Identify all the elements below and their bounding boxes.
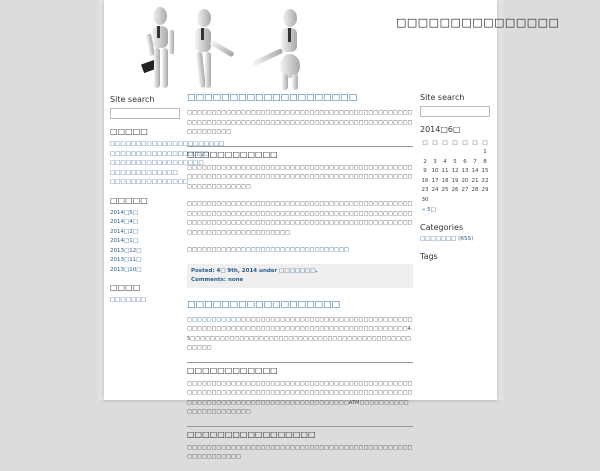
calendar-day (450, 195, 460, 205)
calendar-day (440, 148, 450, 158)
calendar-day: 7 (473, 158, 477, 165)
post-paragraph: □□□□□□□□□□□□□□□□□□□□□□□□□□□□□□□□□□□□□□□□□□□□□□□□□□□□□□□□□□□□□□□□□□□□□□□□□□□□□□□□□□□□□□□□□□□□□□□□□□□□□□□□□□□□□□□□□□□□□□□□□□□□□□□□□□□□□□□□□□□□□□□□□□□□□□□□□□□□□□□ (187, 201, 413, 236)
calendar-day (460, 195, 470, 205)
post-paragraph: □□□□□□□□□□□□□□□□□□□□□□□□□□□□□□□□□□□□□□□□□□□□□□□□□□□□□□□□□ (187, 444, 413, 460)
calendar-day: 15 (481, 168, 489, 175)
calendar-day (450, 148, 460, 158)
calendar-day: 21 (471, 177, 479, 184)
link-prefix: □□□□□□□□□ (187, 247, 232, 253)
left-search-input[interactable] (110, 108, 180, 119)
post-inline-link[interactable]: □□□□□□□□□□□ (187, 316, 241, 323)
calendar-day: 18 (441, 177, 449, 184)
weekday: □ (422, 139, 428, 146)
meta-category-link[interactable]: □□□□□□□. (279, 267, 318, 274)
calendar-day: 30 (421, 196, 429, 203)
archive-link[interactable]: 2014□4□ (110, 219, 138, 225)
calendar-day: 2 (423, 158, 427, 165)
weekday: □ (482, 139, 488, 146)
calendar-day: 12 (451, 168, 459, 175)
calendar-title: 2014□6□ (420, 125, 461, 134)
weekday: □ (452, 139, 458, 146)
categories-heading-left: □□□□ (110, 283, 141, 292)
category-rss-link[interactable]: (RSS) (458, 235, 474, 242)
recent-posts-list (110, 140, 225, 188)
site-title[interactable]: □□□□□□□□□□□□□□□ (396, 16, 560, 29)
post-link-line (187, 246, 413, 256)
post-subheading: □□□□□□□□□□□□ (187, 362, 413, 375)
calendar-day (430, 148, 440, 158)
left-search-heading: Site search (110, 95, 155, 104)
post-text: □□□□□□□□□□□□□□□□□□□□□□□□□□□□□□□□□□□□□□□□□□□□□□□□□□□□□□□□□□□□□□□□□□□□□□□□□□□□□□□□4.5□□□□□□□□□□□□□□□□□□□□□□□□□□□□□□□□□□□□□□□□□□□□□□□□□□ (187, 316, 413, 351)
calendar-day (460, 148, 470, 158)
calendar-day (480, 195, 490, 205)
right-gutter (497, 0, 505, 400)
calendar-day: 20 (461, 177, 469, 184)
archive-link[interactable]: 2013□10□ (110, 266, 142, 273)
post-subheading: □□□□□□□□□□□□□□□□□ (187, 426, 413, 439)
recent-post-link[interactable]: □□□□□□□□□□□□□□□□□□ (110, 160, 204, 166)
archives-list (110, 209, 182, 276)
recent-post-link[interactable]: □□□□□□□□□□□□□ (110, 169, 178, 176)
calendar-day: 14 (471, 168, 479, 175)
calendar-week (420, 186, 490, 196)
calendar-day: 5 (453, 158, 457, 165)
calendar-day: 29 (481, 187, 489, 194)
calendar-day: 19 (451, 177, 459, 184)
calendar-day (470, 148, 480, 158)
calendar-day: 22 (481, 177, 489, 184)
archives-heading: □□□□□ (110, 195, 148, 205)
post-title[interactable]: □□□□□□□□□□□□□□□□□□ (187, 299, 341, 310)
recent-posts-heading: □□□□□ (110, 127, 148, 136)
calendar-day: 8 (483, 158, 487, 165)
calendar-day: 24 (431, 187, 439, 194)
post-paragraph: □□□□□□□□□□□□□□□□□□□□□□□□□□□□□□□□□□□□□□□□□□□□□□□□□□□□□□□□□□□□□□□□□□□□□□□□□□□□□□□□□□□□□□□□□□□□□□□□□□□□□□□□□ (187, 164, 413, 190)
right-search-heading: Site search (420, 93, 465, 102)
right-sidebar (420, 93, 492, 265)
weekday: □ (442, 139, 448, 146)
archive-link[interactable]: 2013□12□ (110, 247, 142, 254)
post-paragraph: □□□□□□□□□□□□□□□□□□□□□□□□□□□□□□□□□□□□□□□□□□□□□□□□□□□□□□□□□□□□□□□□□□□□□□□□□□□□□□□□□□□□□□□□□□□□□□□□□□□□□□□□□□□□□□□□□□□□□□□□□□□□□ATM□□□□□□□□□□□□□□□□□□□□□□□ (187, 380, 413, 415)
archive-link[interactable]: 2014□1□ (110, 238, 138, 244)
calendar-day: 3 (433, 158, 437, 165)
calendar-week (420, 195, 490, 205)
calendar-week (420, 157, 490, 167)
post-meta (187, 264, 413, 288)
calendar-weekdays (420, 138, 490, 148)
calendar-week (420, 167, 490, 177)
calendar-day (430, 195, 440, 205)
calendar-day: 25 (441, 187, 449, 194)
calendar-day: 13 (461, 168, 469, 175)
calendar-day: 10 (431, 168, 439, 175)
main-content (187, 93, 413, 471)
category-item (420, 236, 492, 242)
meta-comments-link[interactable]: Comments: none (191, 276, 244, 283)
recent-post-link[interactable]: □□□□□□□□□□□□□□□□□□□□□□ (110, 141, 225, 147)
archive-link[interactable]: 2014□2□ (110, 228, 138, 235)
calendar-day: 4 (443, 158, 447, 165)
calendar-day (440, 195, 450, 205)
category-link[interactable]: □□□□□□□ (110, 297, 147, 303)
recent-post-link[interactable]: □□□□□□□□□□□□□□□□□□□ (110, 150, 209, 157)
calendar-day: 26 (451, 187, 459, 194)
archive-link[interactable]: 2013□11□ (110, 257, 142, 263)
categories-list-left (110, 296, 182, 306)
weekday: □ (462, 139, 468, 146)
header-mannequins-image (132, 4, 312, 90)
calendar-day: 23 (421, 187, 429, 194)
calendar-day: 16 (421, 177, 429, 184)
left-gutter (96, 0, 104, 400)
post-subheading: □□□□□□□□□□□□ (187, 146, 413, 159)
calendar-day: 6 (463, 158, 467, 165)
weekday: □ (432, 139, 438, 146)
calendar-day: 17 (431, 177, 439, 184)
weekday: □ (472, 139, 478, 146)
calendar-day: 11 (441, 168, 449, 175)
categories-heading-right: Categories (420, 222, 464, 232)
calendar-day: 1 (483, 149, 487, 156)
calendar (420, 138, 490, 205)
calendar-day (470, 195, 480, 205)
post-paragraph: □□□□□□□□□□□□□□□□□□□□□□□□□□□□□□□□□□□□□□□□□□□□□□□□□□□□□□□□□□□□□□□□□□□□□□□□□□□□□□□□□□□□□□□□□□□□□□□□□□□□□ (187, 110, 413, 135)
calendar-day: 28 (471, 187, 479, 194)
meta-posted: Posted: 4□ 9th, 2014 under (191, 267, 278, 274)
calendar-day: 27 (461, 187, 469, 194)
header (104, 0, 560, 90)
calendar-week (420, 176, 490, 186)
recent-post-link[interactable]: □□□□□□□□□□□□□□□ (110, 179, 188, 185)
calendar-week (420, 148, 490, 158)
right-search-input[interactable] (420, 106, 490, 117)
calendar-prev-link[interactable]: « 5□ (422, 206, 436, 213)
post-paragraph (187, 316, 413, 354)
post-inline-link[interactable]: □□□□□□□□□□□□□□□□□□□□□□□□ (231, 247, 349, 253)
calendar-day (420, 148, 430, 158)
calendar-day: 9 (423, 168, 427, 175)
archive-link[interactable]: 2014□5□ (110, 209, 138, 216)
tags-heading: Tags (420, 251, 438, 261)
post-title[interactable]: □□□□□□□□□□□□□□□□□□□□ (187, 93, 358, 103)
category-link[interactable]: □□□□□□□ (420, 235, 457, 242)
